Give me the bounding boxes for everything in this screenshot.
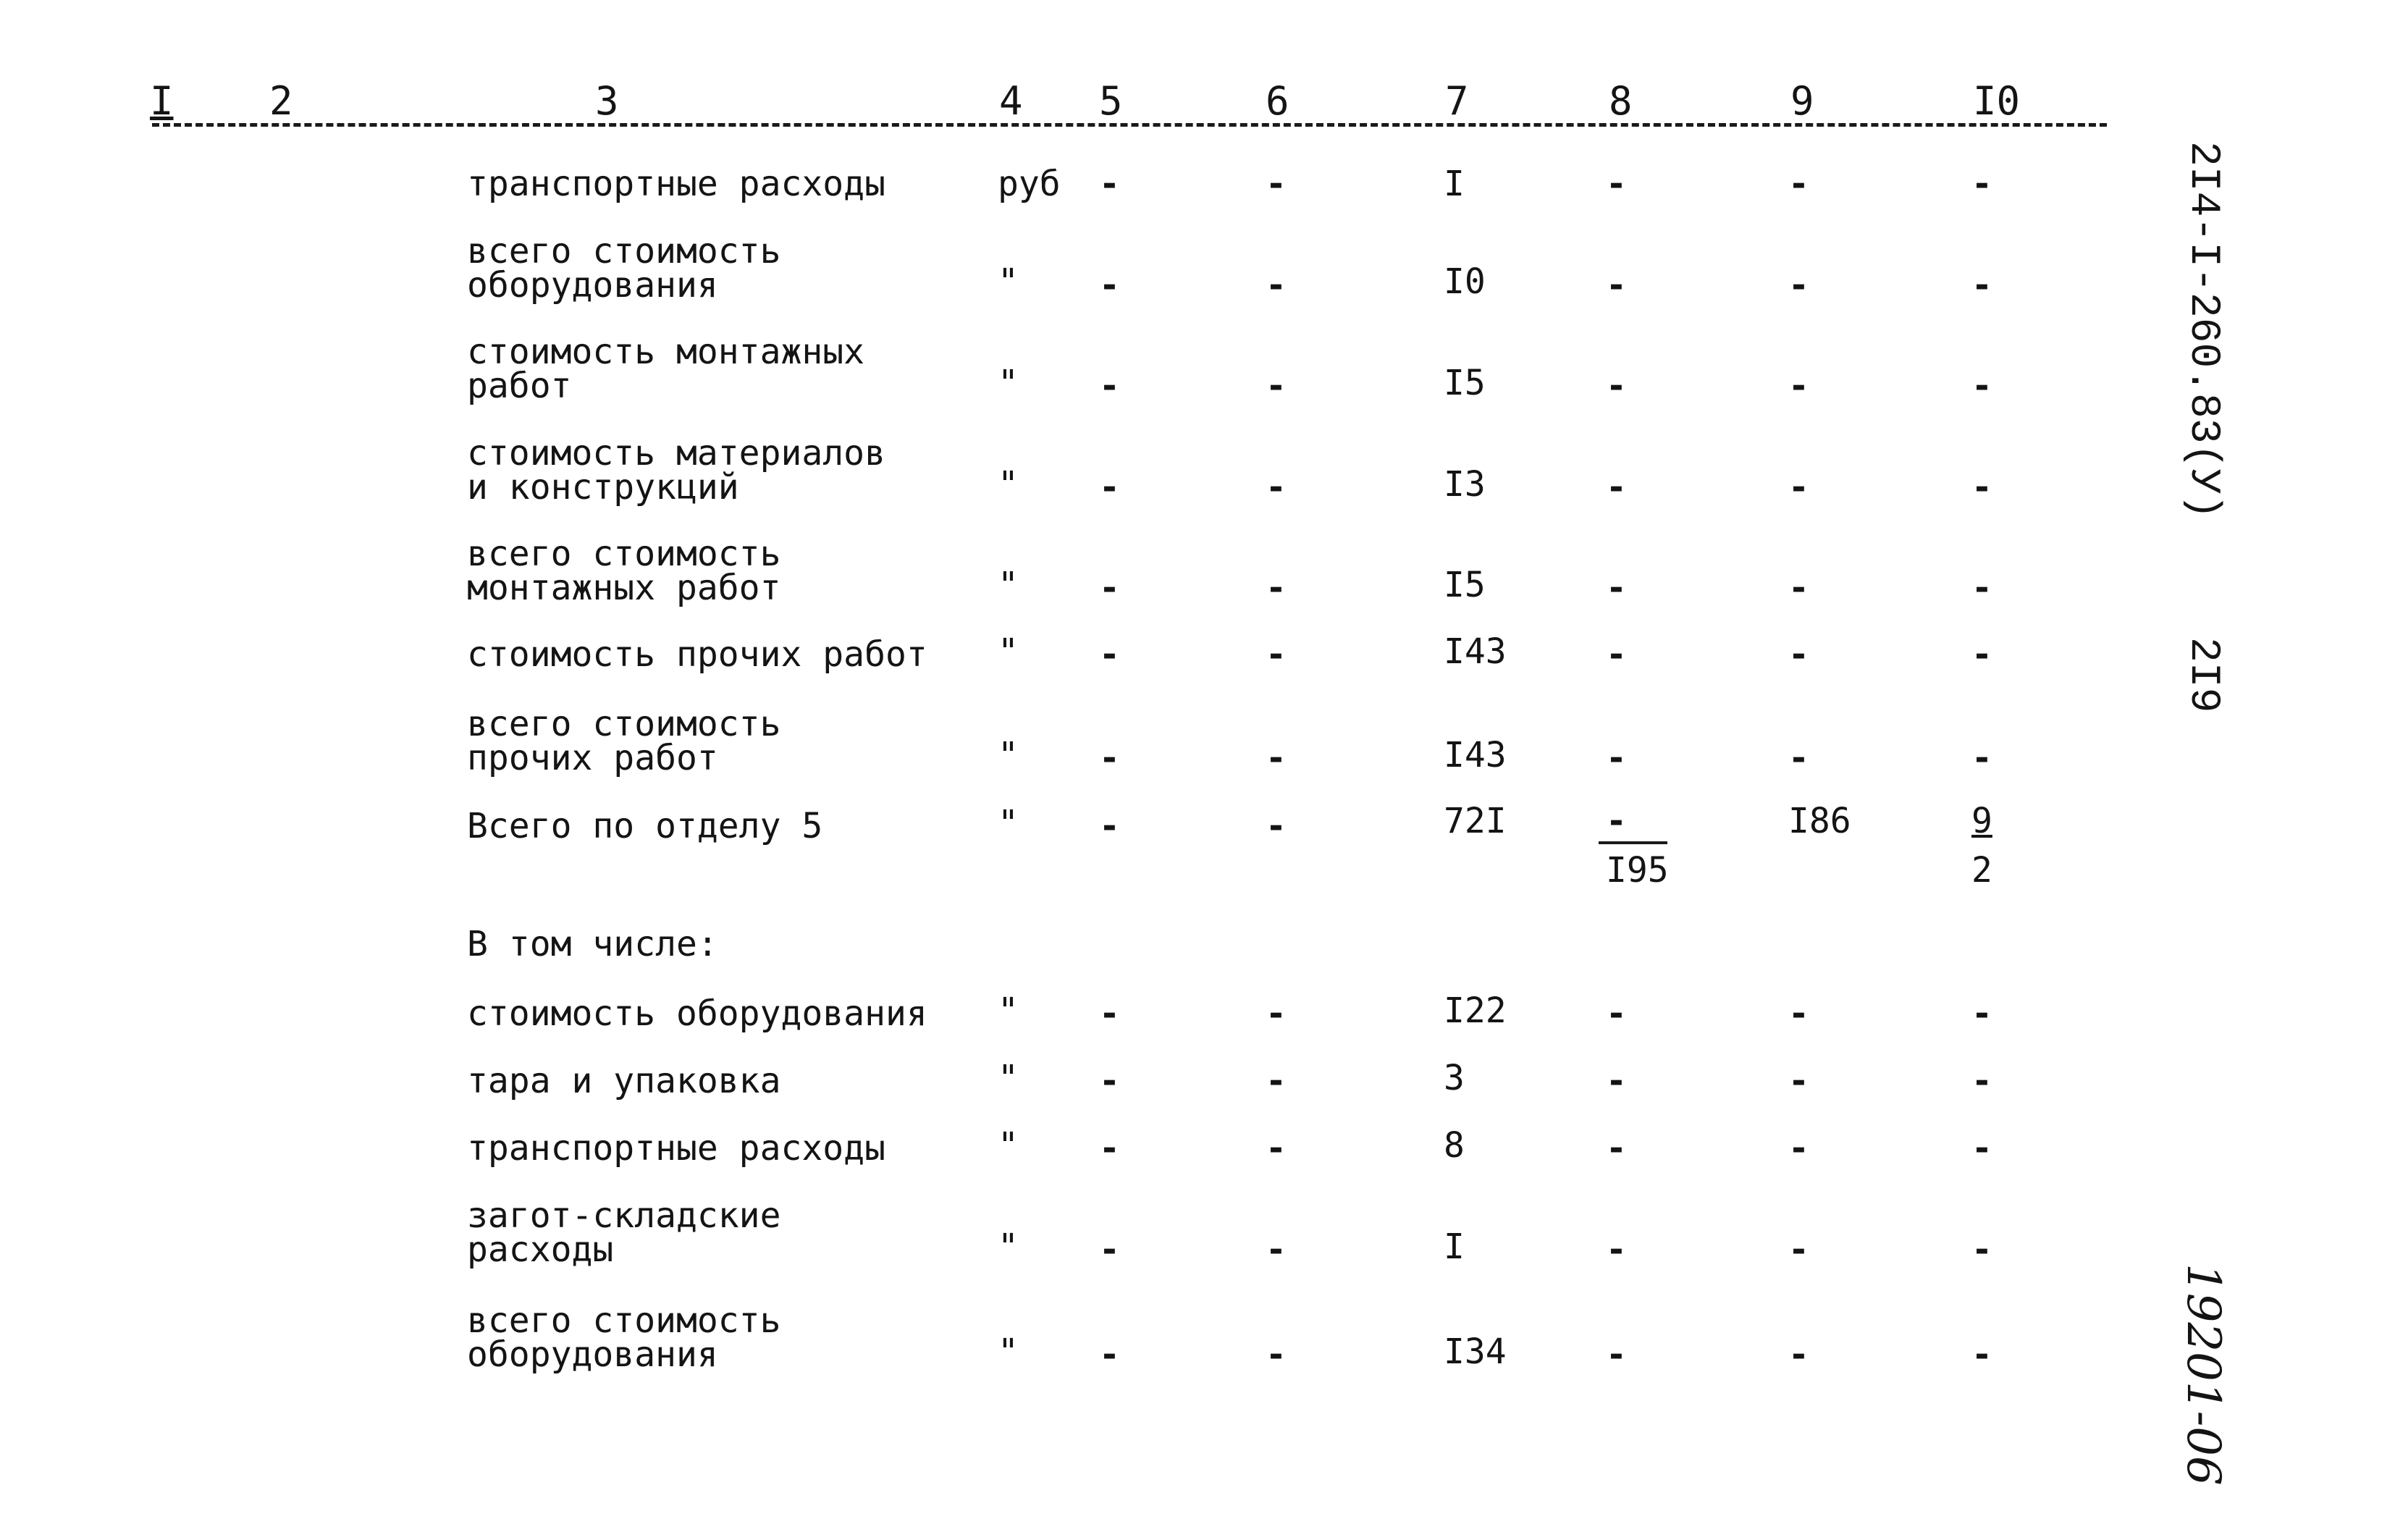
cell-col9: - — [1788, 568, 1809, 608]
cell-col5: - — [1099, 993, 1120, 1034]
cell-col10: - — [1971, 993, 1992, 1034]
column-header-9: 9 — [1790, 78, 1814, 124]
cell-col8: - — [1606, 1128, 1627, 1169]
row-unit: руб — [998, 164, 1061, 204]
cell-col9: - — [1788, 1128, 1809, 1169]
cell-col9: - — [1788, 738, 1809, 778]
row-label-line-2: оборудования — [467, 1334, 718, 1375]
cell-col7: I — [1444, 1226, 1465, 1267]
cell-col5: - — [1099, 164, 1120, 204]
cell-col7: I34 — [1444, 1331, 1507, 1372]
row-unit: " — [998, 363, 1019, 403]
row-label-line-1: всего стоимость — [467, 534, 781, 574]
column-header-1: I — [150, 78, 174, 124]
row-unit: " — [998, 631, 1019, 672]
cell-col7: I43 — [1444, 631, 1507, 672]
row-label-line-2: монтажных работ — [467, 568, 781, 608]
cell-col6: - — [1266, 993, 1287, 1034]
cell-col8: - — [1606, 1229, 1627, 1270]
cell-col8: - — [1606, 1061, 1627, 1101]
cell-col10: - — [1971, 568, 1992, 608]
cell-col6: - — [1266, 1229, 1287, 1270]
cell-col8: - — [1606, 993, 1627, 1034]
row-label-line-1: стоимость монтажных — [467, 332, 865, 372]
cell-col9: - — [1788, 366, 1809, 406]
cell-col7: I3 — [1444, 464, 1486, 505]
cell-col10: - — [1971, 1229, 1992, 1270]
cell-col10: - — [1971, 164, 1992, 204]
cell-col7: I5 — [1444, 363, 1486, 403]
cell-col7: I — [1444, 164, 1465, 204]
column-header-4: 4 — [999, 78, 1023, 124]
cell-col6: - — [1266, 265, 1287, 306]
cell-col6: - — [1266, 738, 1287, 778]
cell-col8-denominator: I95 — [1606, 850, 1669, 891]
cell-col8: - — [1606, 1334, 1627, 1375]
cell-col7: 3 — [1444, 1058, 1465, 1098]
cell-col10: - — [1971, 366, 1992, 406]
row-label: тара и упаковка — [467, 1061, 781, 1101]
cell-col8: - — [1606, 634, 1627, 675]
row-label-line-1: всего стоимость — [467, 231, 781, 272]
cell-col5: - — [1099, 1061, 1120, 1101]
cell-col10: - — [1971, 738, 1992, 778]
cell-col6: - — [1266, 1334, 1287, 1375]
cell-col7: I0 — [1444, 261, 1486, 302]
cell-col6: - — [1266, 634, 1287, 675]
cell-col5: - — [1099, 634, 1120, 675]
row-label-line-1: загот-складские — [467, 1195, 781, 1236]
cell-col9: I86 — [1788, 801, 1851, 841]
cell-col6: - — [1266, 806, 1287, 846]
side-document-code: 2I4-I-260.83(У) — [2179, 141, 2226, 520]
cell-col5: - — [1099, 265, 1120, 306]
row-unit: " — [998, 1058, 1019, 1098]
cell-col5: - — [1099, 1334, 1120, 1375]
cell-col6: - — [1266, 1061, 1287, 1101]
cell-col7: 8 — [1444, 1125, 1465, 1166]
row-label-line-2: и конструкций — [467, 467, 739, 508]
cell-col8: - — [1606, 164, 1627, 204]
row-label: транспортные расходы — [467, 1128, 885, 1169]
cell-col8: - — [1606, 366, 1627, 406]
cell-col5: - — [1099, 1128, 1120, 1169]
cell-col9: - — [1788, 265, 1809, 306]
cell-col6: - — [1266, 467, 1287, 508]
column-header-8: 8 — [1609, 78, 1633, 124]
row-unit: " — [998, 1331, 1019, 1372]
row-unit: " — [998, 735, 1019, 775]
cell-col10-denominator: 2 — [1971, 850, 1992, 891]
cell-col10-numerator: 9 — [1971, 801, 1992, 841]
cell-col7: 72I — [1444, 801, 1507, 841]
row-unit: " — [998, 261, 1019, 302]
column-header-5: 5 — [1099, 78, 1123, 124]
header-rule — [152, 123, 2107, 127]
row-label: транспортные расходы — [467, 164, 885, 204]
side-sheet-code: 19201-06 — [2176, 1263, 2230, 1486]
cell-col8: - — [1606, 568, 1627, 608]
row-label-line-1: всего стоимость — [467, 1300, 781, 1341]
cell-col9: - — [1788, 634, 1809, 675]
row-label: Всего по отделу 5 — [467, 806, 823, 846]
row-label-line-2: оборудования — [467, 265, 718, 306]
row-unit: " — [998, 1226, 1019, 1267]
fraction-bar-col8 — [1599, 841, 1667, 844]
row-unit: " — [998, 1125, 1019, 1166]
cell-col10: - — [1971, 1061, 1992, 1101]
cell-col7: I22 — [1444, 990, 1507, 1031]
cell-col9: - — [1788, 993, 1809, 1034]
cell-col8: - — [1606, 738, 1627, 778]
row-label-line-2: расходы — [467, 1229, 614, 1270]
cell-col10: - — [1971, 265, 1992, 306]
cell-col8: - — [1606, 265, 1627, 306]
cell-col9: - — [1788, 1334, 1809, 1375]
row-label: стоимость прочих работ — [467, 634, 927, 675]
row-unit: " — [998, 990, 1019, 1031]
column-header-2: 2 — [269, 78, 293, 124]
cell-col8-numerator: - — [1606, 801, 1627, 841]
cell-col9: - — [1788, 467, 1809, 508]
cell-col9: - — [1788, 1061, 1809, 1101]
cell-col5: - — [1099, 366, 1120, 406]
column-header-10: I0 — [1973, 78, 2021, 124]
cell-col10: - — [1971, 467, 1992, 508]
cell-col9: - — [1788, 164, 1809, 204]
cell-col8: - — [1606, 467, 1627, 508]
row-label-line-2: работ — [467, 366, 572, 406]
subheading-label: В том числе: — [467, 924, 718, 964]
cell-col10: - — [1971, 1334, 1992, 1375]
cell-col6: - — [1266, 568, 1287, 608]
column-header-7: 7 — [1445, 78, 1469, 124]
cell-col7: I43 — [1444, 735, 1507, 775]
cell-col7: I5 — [1444, 565, 1486, 605]
row-unit: " — [998, 464, 1019, 505]
cell-col5: - — [1099, 738, 1120, 778]
row-label-line-1: стоимость материалов — [467, 433, 885, 474]
row-unit: " — [998, 803, 1019, 843]
row-label: стоимость оборудования — [467, 993, 927, 1034]
cell-col9: - — [1788, 1229, 1809, 1270]
cell-col6: - — [1266, 366, 1287, 406]
row-label-line-1: всего стоимость — [467, 704, 781, 744]
cell-col5: - — [1099, 568, 1120, 608]
cell-col10: - — [1971, 1128, 1992, 1169]
column-header-6: 6 — [1266, 78, 1289, 124]
side-page-number: 2I9 — [2179, 637, 2226, 713]
row-label-line-2: прочих работ — [467, 738, 718, 778]
cell-col5: - — [1099, 806, 1120, 846]
column-header-3: 3 — [595, 78, 619, 124]
cell-col5: - — [1099, 1229, 1120, 1270]
cell-col6: - — [1266, 1128, 1287, 1169]
row-unit: " — [998, 565, 1019, 605]
cell-col10: - — [1971, 634, 1992, 675]
cell-col5: - — [1099, 467, 1120, 508]
cell-col6: - — [1266, 164, 1287, 204]
